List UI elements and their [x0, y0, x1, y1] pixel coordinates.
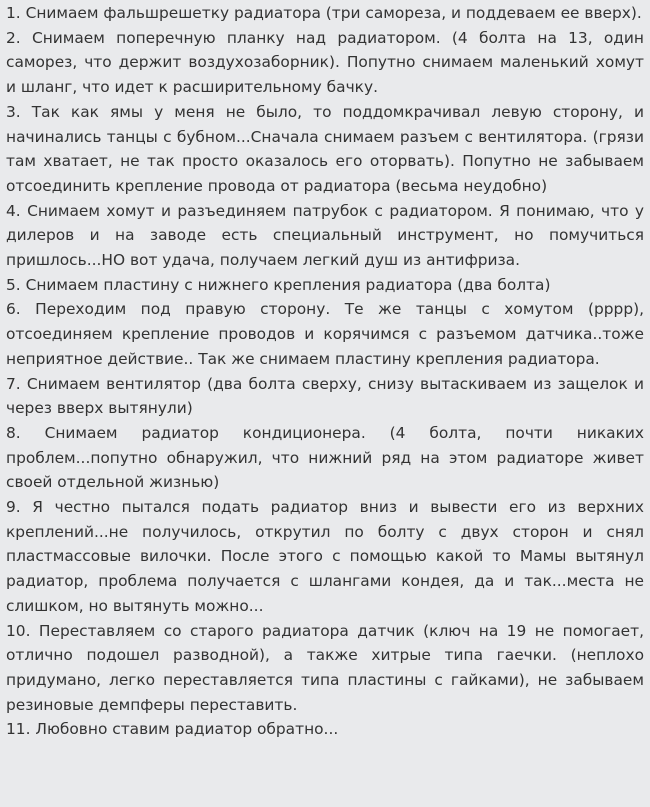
step-7: 7. Снимаем вентилятор (два болта сверху, снизу вытаскиваем из защелок и через вверх вытянули)	[6, 374, 644, 418]
step-3: 3. Так как ямы у меня не было, то поддомкрачивал левую сторону, и начинались танцы с бубном...Сначала снимаем разъем с вентилятора. (грязи там хватает, не так просто оказалось его оторвать). Попутно не забываем отсоединить крепление провода от радиатора (весьма неудобно)	[6, 102, 644, 195]
step-4: 4. Снимаем хомут и разъединяем патрубок с радиатором. Я понимаю, что у дилеров и на заводе есть специальный инструмент, но помучиться пришлось...НО вот удача, получаем легкий душ из антифриза.	[6, 201, 644, 270]
step-11: 11. Любовно ставим радиатор обратно...	[6, 720, 339, 739]
step-9: 9. Я честно пытался подать радиатор вниз и вывести его из верхних креплений...не получилось, открутил по болту с двух сторон и снял пластмассовые вилочки. После этого с помощью какой то Мамы вытянул радиатор, проблема получается с шлангами кондея, да и так...места не слишком, но вытянуть можно...	[6, 498, 644, 615]
step-1: 1. Снимаем фальшрешетку радиатора (три самореза, и поддеваем ее вверх).	[6, 4, 642, 22]
step-6: 6. Переходим под правую сторону. Те же танцы с хомутом (рррр), отсоединяем крепление проводов и корячимся с разъемом датчика..тоже неприятное действие.. Так же снимаем пластину крепления радиатора.	[6, 300, 644, 368]
step-2: 2. Снимаем поперечную планку над радиатором. (4 болта на 13, один саморез, что держит воздухозаборник). Попутно снимаем маленький хомут и шланг, что идет к расширительному бачку.	[6, 28, 644, 97]
step-5: 5. Снимаем пластину с нижнего крепления радиатора (два болта)	[6, 275, 551, 294]
step-10: 10. Переставляем со старого радиатора датчик (ключ на 19 не помогает, отлично подошел разводной), а также хитрые типа гаечки. (неплохо придумано, легко переставляется типа пластины с гайками), не забываем резиновые демпферы переставить.	[6, 621, 644, 714]
step-8: 8. Снимаем радиатор кондиционера. (4 болта, почти никаких проблем...попутно обнаружил, что нижний ряд на этом радиаторе живет своей отдельной жизнью)	[6, 423, 644, 492]
